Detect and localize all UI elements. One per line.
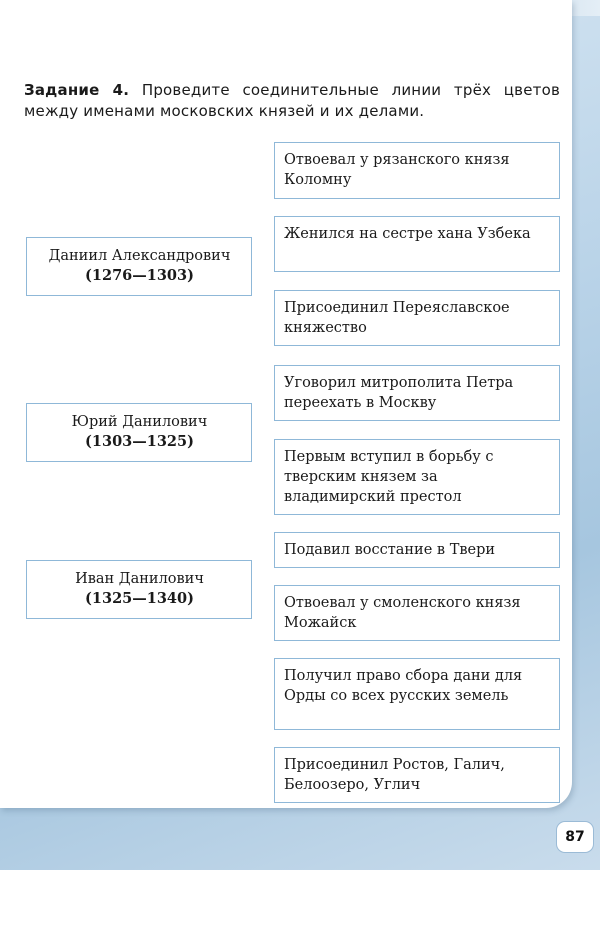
deed-text: Отвоевал у смоленского князя Можайск [284,595,521,631]
prince-name: Юрий Данилович [71,414,208,430]
deed-text: Присоединил Ростов, Галич, Белоозеро, Углич [284,757,505,793]
task-label: Задание 4. [24,81,130,99]
prince-years: (1303—1325) [85,433,194,450]
deed-box-9[interactable] [274,747,560,803]
deed-text: Отвоевал у рязанского князя Коломну [284,152,510,188]
prince-box-daniil[interactable] [26,237,252,296]
prince-box-ivan[interactable] [26,560,252,619]
deed-box-8[interactable] [274,658,560,730]
task-text: Проведите соединительные линии трёх цветов между именами московских князей и их делами. [24,81,561,120]
deed-box-6[interactable] [274,532,560,568]
deed-box-1[interactable] [274,142,560,199]
deed-box-4[interactable] [274,365,560,421]
prince-years: (1325—1340) [85,590,194,607]
task-statement [24,80,560,122]
deed-text: Женился на сестре хана Узбека [284,226,531,242]
deed-box-3[interactable] [274,290,560,346]
prince-name: Иван Данилович [75,571,204,587]
prince-box-yuri[interactable] [26,403,252,462]
deed-box-7[interactable] [274,585,560,641]
deed-text: Присоединил Переяславское княжество [284,300,510,336]
page-number: 87 [557,822,593,852]
prince-name: Даниил Александрович [48,248,231,264]
deed-box-2[interactable] [274,216,560,272]
deed-text: Получил право сбора дани для Орды со всех русских земель [284,668,523,704]
deed-text: Уговорил митрополита Петра переехать в Москву [284,375,514,411]
prince-years: (1276—1303) [85,267,194,284]
deed-box-5[interactable] [274,439,560,515]
deed-text: Первым вступил в борьбу с тверским князем за владимирский престол [284,449,494,505]
deed-text: Подавил восстание в Твери [284,542,496,558]
